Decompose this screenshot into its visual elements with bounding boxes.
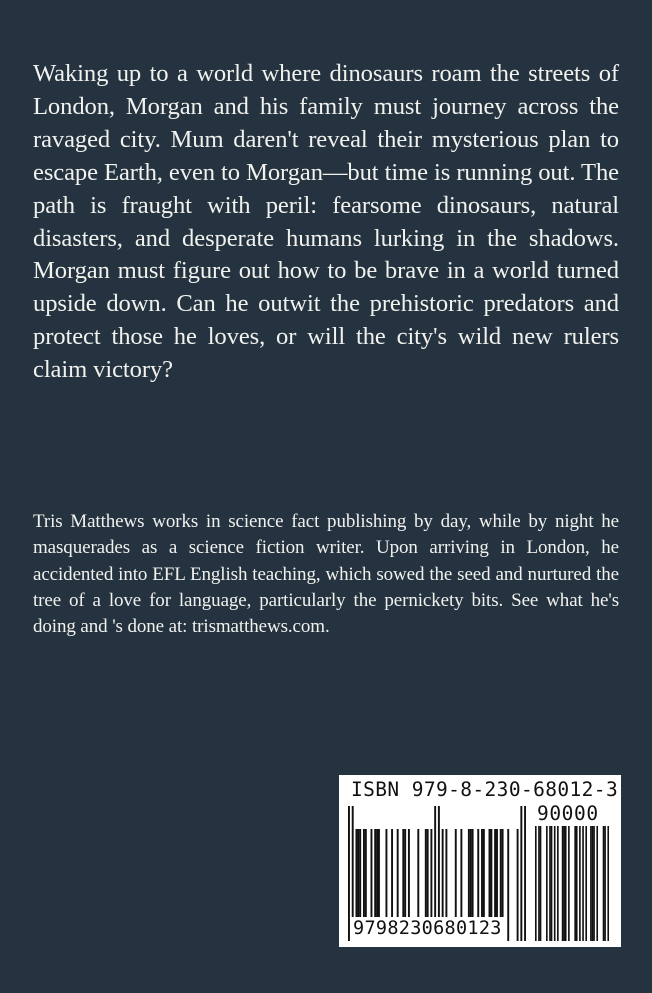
barcode-bar <box>582 826 584 941</box>
price-addon-bars <box>535 826 609 941</box>
isbn-barcode <box>339 775 621 947</box>
barcode-bar <box>585 826 587 941</box>
barcode-bar <box>576 826 578 941</box>
barcode-bar <box>540 826 542 941</box>
barcode-bar <box>554 826 556 941</box>
barcode-bar <box>590 826 592 941</box>
barcode-bar <box>549 826 551 941</box>
barcode-bar <box>596 826 598 941</box>
barcode-bar <box>535 826 537 941</box>
barcode-bar <box>546 826 548 941</box>
barcode-bar <box>520 806 522 941</box>
barcode-bar <box>593 826 595 941</box>
barcode-bar <box>574 826 576 941</box>
ean-digits: 9798230680123 <box>353 918 502 939</box>
barcode-bar <box>538 826 540 941</box>
barcode-bar <box>562 826 564 941</box>
barcode-bar <box>592 826 594 941</box>
barcode-bar <box>557 826 559 941</box>
barcode-bar <box>579 826 581 941</box>
barcode-bar <box>563 826 565 941</box>
price-code: 90000 <box>537 802 599 825</box>
barcode-bar <box>604 826 606 941</box>
author-bio: Tris Matthews works in science fact publishing by day, while by night he masquerades as a science fiction writer. Upon arriving in London, he accidented into EFL English teaching, which sowed the seed and nurtured the tree of a love for language, particularly the pernickety bits. See what he's doing and 's done at: trismatthews.com. <box>33 511 619 638</box>
barcode-bar <box>524 806 526 941</box>
isbn-label: ISBN 979-8-230-68012-3 <box>351 778 619 801</box>
barcode-bar <box>565 826 567 941</box>
barcode-bar <box>551 826 553 941</box>
barcode-bar <box>348 806 350 941</box>
barcode-bar <box>568 826 570 941</box>
barcode-bar <box>607 826 609 941</box>
barcode-bar <box>603 826 605 941</box>
barcode-bar <box>507 829 509 941</box>
barcode-bar <box>517 829 519 941</box>
book-blurb: Waking up to a world where dinosaurs roam the streets of London, Morgan and his family must journey across the ravaged city. Mum daren't reveal their mysterious plan to escape Earth, even to Morgan—but time is running out. The path is fraught with peril: fearsome dinosaurs, natural disasters, and desperate humans lurking in the shadows. Morgan must figure out how to be brave in a world turned upside down. Can he outwit the prehistoric predators and protect those he loves, or will the city's wild new rulers claim victory? <box>33 60 619 384</box>
